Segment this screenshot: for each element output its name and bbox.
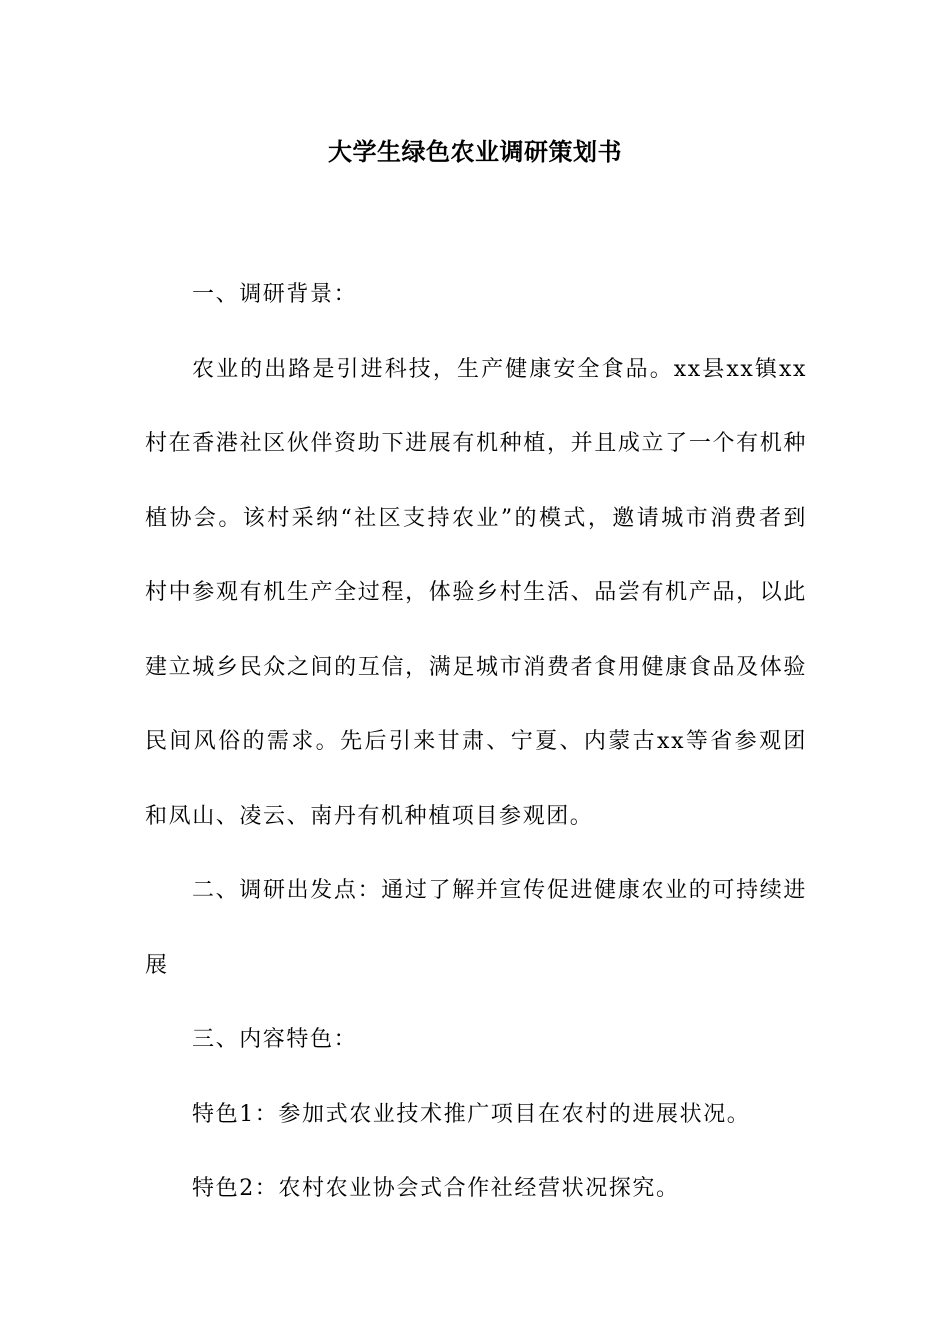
document-body — [145, 258, 807, 1227]
paragraph-background-text: 农业的出路是引进科技，生产健康安全食品。xx县xx镇xx村在香港社区伙伴资助下进展有机种植，并且成立了一个有机种植协会。该村采纳“社区支持农业”的模式，邀请城市消费者到村中参观有机生产全过程，体验乡村生活、品尝有机产品，以此建立城乡民众之间的互信，满足城市消费者食用健康食品及体验民间风俗的需求。先后引来甘肃、宁夏、内蒙古xx等省参观团和凤山、凌云、南丹有机种植项目参观团。 — [145, 356, 807, 829]
document-title: 大学生绿色农业调研策划书 — [328, 138, 622, 166]
heading-content-features: 三、内容特色： — [192, 1027, 358, 1052]
feature-item-1: 特色1：参加式农业技术推广项目在农村的进展状况。 — [192, 1101, 751, 1127]
heading-research-starting-point: 二、调研出发点：通过了解并宣传促进健康农业的可持续进展 — [145, 878, 807, 978]
heading-research-background: 一、调研背景： — [192, 282, 358, 307]
feature-item-2: 特色2：农村农业协会式合作社经营状况探究。 — [192, 1176, 680, 1201]
